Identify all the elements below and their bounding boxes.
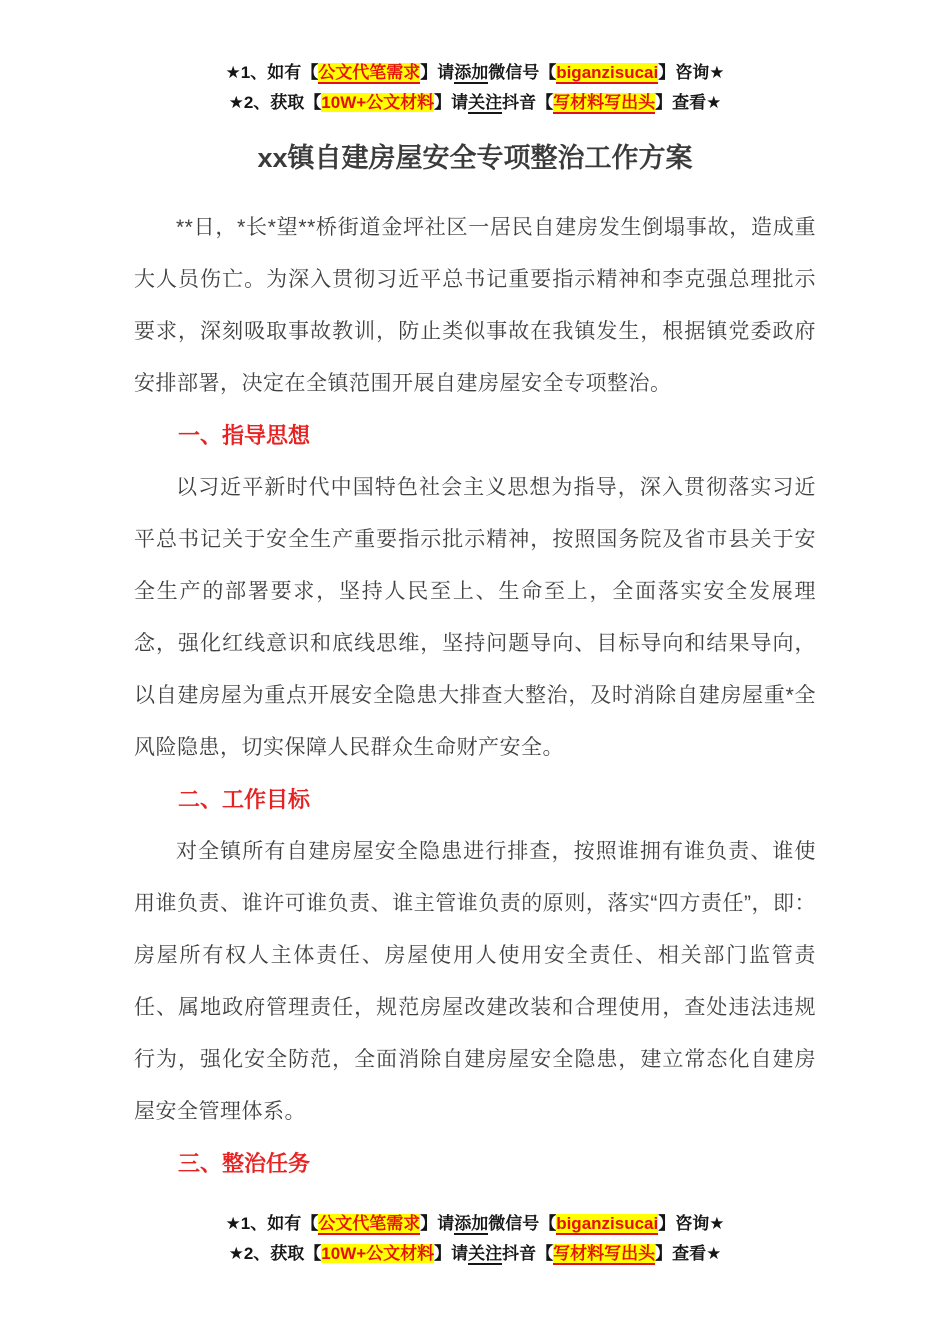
page-title: xx镇自建房屋安全专项整治工作方案 [257, 143, 693, 173]
promo-banner-top [0, 0, 950, 118]
banner-text: 】请 [420, 1214, 455, 1233]
banner-highlight: 公文代笔需求 [318, 63, 421, 82]
banner-text: 微信号【 [488, 63, 557, 82]
paragraph-intro: **日，*长*望**桥街道金坪社区一居民自建房发生倒塌事故，造成重大人员伤亡。为深入贯彻习近平总书记重要指示精神和李克强总理批示要求，深刻吸取事故教训，防止类似事故在我镇发生，根据镇党委政府安排部署，决定在全镇范围开展自建房屋安全专项整治。 [134, 216, 816, 395]
banner-text: 】请 [434, 1244, 469, 1263]
banner-highlight-douyin-id: 写材料写出头 [553, 1244, 656, 1263]
banner-text: 】咨询★ [658, 1214, 725, 1233]
banner-highlight: 10W+公文材料 [321, 1244, 435, 1263]
banner-text: 微信号【 [488, 1214, 557, 1233]
banner-text: ★1、如有【 [225, 1214, 319, 1233]
promo-banner-bottom [0, 1209, 950, 1269]
banner-underlined-text: 添加 [454, 1214, 489, 1233]
section-heading-2: 二、工作目标 [178, 787, 311, 812]
banner-underlined-text: 关注 [468, 93, 503, 112]
document-body [134, 202, 816, 1183]
paragraph-work-goal: 对全镇所有自建房屋安全隐患进行排查，按照谁拥有谁负责、谁使用谁负责、谁许可谁负责、谁主管谁负责的原则，落实“四方责任”，即：房屋所有权人主体责任、房屋使用人使用安全责任、相关部门监管责任、属地政府管理责任，规范房屋改建改装和合理使用，查处违法违规行为，强化安全防范，全面消除自建房屋安全隐患，建立常态化自建房屋安全管理体系。 [134, 840, 816, 1123]
section-heading-1: 一、指导思想 [178, 423, 311, 448]
section-heading-3: 三、整治任务 [178, 1151, 311, 1176]
banner-highlight: 10W+公文材料 [321, 93, 435, 112]
banner-highlight: 公文代笔需求 [318, 1214, 421, 1233]
banner-text: ★2、获取【 [228, 93, 322, 112]
banner-text: ★2、获取【 [228, 1244, 322, 1263]
banner-text: 】查看★ [655, 93, 722, 112]
banner-text: 】请 [434, 93, 469, 112]
banner-text: 】咨询★ [658, 63, 725, 82]
banner-text: 抖音【 [502, 1244, 554, 1263]
promo-banner-bottom-line-2 [0, 1239, 950, 1269]
banner-text: 抖音【 [502, 93, 554, 112]
banner-underlined-text: 关注 [468, 1244, 503, 1263]
promo-banner-bottom-line-1 [0, 1209, 950, 1239]
paragraph-guiding-ideology: 以习近平新时代中国特色社会主义思想为指导，深入贯彻落实习近平总书记关于安全生产重要指示批示精神，按照国务院及省市县关于安全生产的部署要求，坚持人民至上、生命至上，全面落实安全发展理念，强化红线意识和底线思维，坚持问题导向、目标导向和结果导向，以自建房屋为重点开展安全隐患大排查大整治，及时消除自建房屋重*全风险隐患，切实保障人民群众生命财产安全。 [134, 476, 816, 759]
banner-highlight-douyin-id: 写材料写出头 [553, 93, 656, 112]
promo-banner-top-line-1 [0, 58, 950, 88]
promo-banner-top-line-2 [0, 88, 950, 118]
banner-text: 】请 [420, 63, 455, 82]
banner-underlined-text: 添加 [454, 63, 489, 82]
banner-highlight-wechat-id: biganzisucai [556, 63, 659, 82]
banner-highlight-wechat-id: biganzisucai [556, 1214, 659, 1233]
banner-text: ★1、如有【 [225, 63, 319, 82]
banner-text: 】查看★ [655, 1244, 722, 1263]
